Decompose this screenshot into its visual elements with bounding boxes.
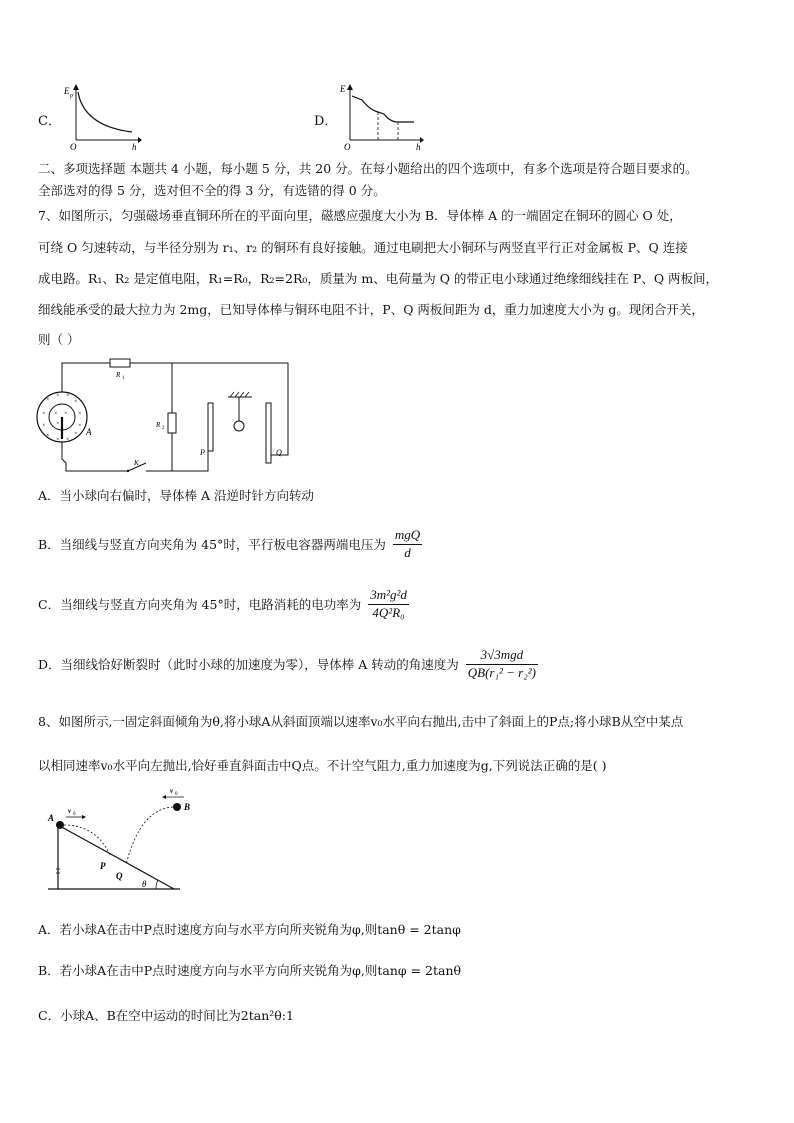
q7-option-b-denominator: d [404, 544, 411, 560]
option-d-label: D． [314, 114, 338, 129]
q7-option-a: A．当小球向右偏时，导体棒 A 沿逆时针方向转动 [38, 488, 315, 503]
q7-option-b-fraction [393, 528, 422, 561]
q7-option-c-numerator: 3m²g²d [368, 588, 409, 605]
q8-fig-a: A [48, 813, 55, 823]
graph-d [336, 82, 426, 152]
svg-text:×: × [66, 437, 70, 443]
svg-text:×: × [78, 411, 82, 417]
graph-c-o: O [70, 142, 77, 152]
q7-circuit-figure [36, 355, 296, 480]
svg-text:0: 0 [73, 812, 76, 817]
svg-text:2: 2 [162, 426, 165, 431]
graph-c-ep: E [64, 86, 70, 96]
q7-line4: 细线能承受的最大拉力为 2mg，已知导体棒与铜环电阻不计，P、Q 两板间距为 d，重力加速度大小为 g。现闭合开关， [38, 302, 704, 317]
option-c-label: C． [38, 114, 61, 129]
svg-text:×: × [78, 423, 82, 429]
q8-option-c: C．小球A、B在空中运动的时间比为2tan²θ:1 [38, 1008, 294, 1023]
q7-option-c-row [38, 588, 412, 621]
q7-line1: 7、如图所示，匀强磁场垂直铜环所在的平面向里，磁感应强度大小为 B．导体棒 A 的一端固定在铜环的圆心 O 处， [38, 208, 682, 223]
q8-fig-v0a: v [68, 807, 72, 815]
section2-line1: 二、多项选择题 本题共 4 小题，每小题 5 分，共 20 分。在每小题给出的四个选项中，有多个选项是符合题目要求的。 [38, 161, 698, 176]
svg-text:×: × [64, 411, 68, 417]
svg-text:×: × [56, 437, 60, 443]
svg-text:×: × [74, 399, 78, 405]
q7-fig-p: P [200, 448, 205, 457]
svg-text:×: × [46, 397, 50, 403]
q8-line1: 8、如图所示,一固定斜面倾角为θ,将小球A从斜面顶端以速率v₀水平向右抛出,击中了斜面上的P点;将小球B从空中某点 [38, 714, 684, 729]
svg-text:×: × [46, 433, 50, 439]
q7-option-b: B．当细线与竖直方向夹角为 45°时，平行板电容器两端电压为 [38, 536, 386, 552]
q8-fig-b: B [184, 802, 191, 812]
q7-fig-r1: R [116, 371, 121, 379]
q8-fig-q: Q [116, 871, 123, 881]
q7-option-c-denominator: 4Q²R₀ [372, 604, 405, 620]
q8-option-a: A．若小球A在击中P点时速度方向与水平方向所夹锐角为φ,则tanθ = 2tanφ [38, 922, 461, 937]
graph-d-h: h [416, 142, 421, 152]
q8-option-b: B．若小球A在击中P点时速度方向与水平方向所夹锐角为φ,则tanφ = 2tanθ [38, 963, 462, 978]
q8-fig-theta: θ [142, 879, 147, 889]
q7-option-d-row [38, 648, 541, 681]
svg-text:×: × [56, 421, 60, 427]
q7-fig-a: A [86, 427, 92, 437]
q7-fig-q: Q [276, 448, 282, 457]
q7-fig-k: K [134, 459, 139, 467]
q7-option-b-numerator: mgQ [393, 528, 422, 545]
q7-option-c-fraction [368, 588, 409, 621]
q7-option-b-row [38, 528, 425, 561]
q8-incline-figure [44, 785, 194, 897]
q7-option-d-denominator: QB(r₁² − r₂²) [467, 664, 536, 680]
svg-text:p: p [70, 93, 73, 99]
q8-fig-v0b: v [170, 787, 174, 795]
svg-text:×: × [54, 411, 58, 417]
svg-text:×: × [42, 423, 46, 429]
graph-c-h: h [132, 142, 137, 152]
svg-text:1: 1 [122, 376, 125, 381]
q7-option-d-numerator: 3√3mgd [466, 648, 538, 665]
graph-c [62, 82, 142, 152]
q7-line5: 则（ ） [38, 332, 80, 347]
svg-text:×: × [66, 393, 70, 399]
svg-text:×: × [74, 431, 78, 437]
q8-line2: 以相同速率v₀水平向左抛出,恰好垂直斜面击中Q点。不计空气阻力,重力加速度为g,下列说法正确的是( ) [38, 758, 607, 773]
q7-option-d: D．当细线恰好断裂时（此时小球的加速度为零），导体棒 A 转动的角速度为 [38, 656, 459, 672]
svg-text:×: × [56, 393, 60, 399]
svg-text:×: × [42, 411, 46, 417]
graph-d-o: O [344, 142, 351, 152]
q7-fig-r2: R [156, 421, 161, 429]
q7-option-c: C．当细线与竖直方向夹角为 45°时，电路消耗的电功率为 [38, 596, 362, 612]
q7-option-d-fraction [466, 648, 538, 681]
q7-line3: 成电路。R₁、R₂ 是定值电阻，R₁=R₀，R₂=2R₀，质量为 m、电荷量为 Q 的带正电小球通过绝缘细线挂在 P、Q 两板间， [38, 271, 719, 286]
svg-text:0: 0 [175, 792, 178, 797]
graph-d-e: E [340, 84, 346, 94]
q8-fig-p: P [100, 861, 106, 871]
section2-line2: 全部选对的得 5 分，选对但不全的得 3 分，有选错的得 0 分。 [38, 183, 386, 198]
q7-line2: 可绕 O 匀速转动，与半径分别为 r₁、r₂ 的铜环有良好接触。通过电刷把大小铜环与两竖直平行正对金属板 P、Q 连接 [38, 240, 688, 255]
